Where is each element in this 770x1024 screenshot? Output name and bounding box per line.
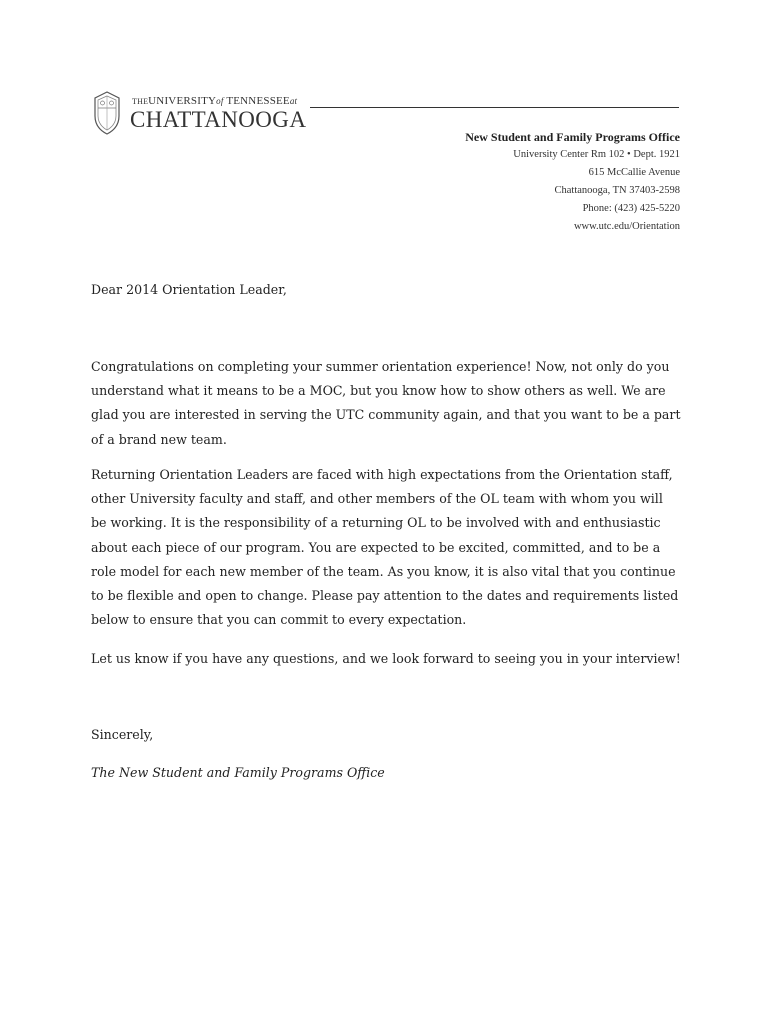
office-address <box>465 128 680 236</box>
address-line-1: University Center Rm 102 • Dept. 1921 <box>513 149 680 160</box>
letter-paragraph-3: Let us know if you have any questions, and we look forward to seeing you in your interview! <box>91 651 681 666</box>
university-seal-icon <box>92 90 122 136</box>
office-website: www.utc.edu/Orientation <box>573 221 680 232</box>
letter-signature: The New Student and Family Programs Office <box>91 765 385 780</box>
letter-closing: Sincerely, <box>91 727 154 742</box>
university-logo <box>92 90 322 140</box>
address-line-3: Chattanooga, TN 37403-2598 <box>554 185 680 196</box>
letter-paragraph-1: Congratulations on completing your summer orientation experience! Now, not only do you understand what it means to be a MOC, but you know how to show others as well. We are glad you are interested in serving the UTC community again, and that you want to be a part of a brand new team. <box>91 359 681 447</box>
campus-name: CHATTANOOGA <box>130 107 307 132</box>
letter-salutation: Dear 2014 Orientation Leader, <box>91 282 287 297</box>
office-phone: Phone: (423) 425-5220 <box>582 203 680 214</box>
letter-paragraph-2: Returning Orientation Leaders are faced with high expectations from the Orientation staff, other University faculty and staff, and other members of the OL team with whom you will be working. It is the responsibility of a returning OL to be involved with and enthusiastic about each piece of our program. You are expected to be excited, committed, and to be a role model for each new member of the team. As you know, it is also vital that you continue to be flexible and open to change. Please pay attention to the dates and requirements listed below to ensure that you can commit to every expectation. <box>91 467 679 628</box>
university-wordmark: THEUNIVERSITYof TENNESSEEat <box>132 95 298 107</box>
office-name: New Student and Family Programs Office <box>465 130 680 144</box>
address-line-2: 615 McCallie Avenue <box>588 167 680 178</box>
letterhead-rule <box>310 107 679 108</box>
